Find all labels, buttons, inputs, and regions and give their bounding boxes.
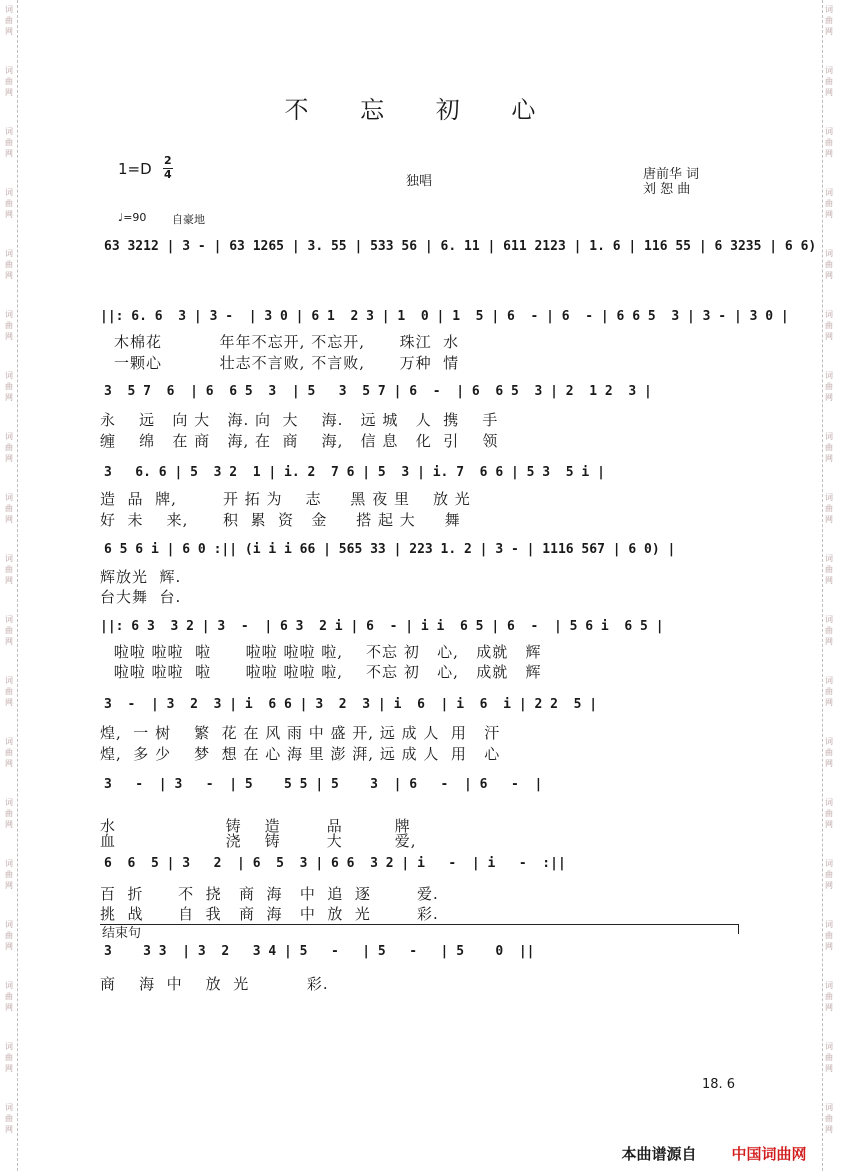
footer-site-link[interactable] [721, 1125, 806, 1164]
watermark-mark: 词 曲 网 [825, 676, 833, 707]
composer-credit: 刘 恕 曲 [643, 182, 691, 197]
lyric-line-3a: 永 远 向 大 海. 向 大 海. 远 城 人 携 手 [100, 411, 499, 429]
watermark-mark: 词 曲 网 [825, 127, 833, 158]
watermark-mark: 词 曲 网 [825, 737, 833, 768]
lyric-line-8b: 血 浇 铸 大 爱, [100, 832, 417, 850]
lyric-line-8a: 水 铸 造 品 牌 [100, 817, 411, 835]
watermark-mark: 词 曲 网 [825, 1042, 833, 1073]
watermark-mark: 词 曲 网 [825, 5, 833, 36]
lyric-line-7a: 煌, 一 树 繁 花 在 风 雨 中 盛 开, 远 成 人 用 汗 [100, 724, 501, 742]
watermark-mark: 词 曲 网 [5, 981, 13, 1012]
watermark-mark: 词 曲 网 [5, 188, 13, 219]
lyric-line-6b: 啦啦 啦啦 啦 啦啦 啦啦 啦, 不忘 初 心, 成就 辉 [108, 663, 542, 681]
watermark-mark: 词 曲 网 [825, 249, 833, 280]
score-line-10: 3 3 3 | 3 2 3 4 | 5 - | 5 - | 5 0 || [104, 944, 535, 959]
watermark-mark: 词 曲 网 [5, 615, 13, 646]
watermark-mark: 词 曲 网 [5, 432, 13, 463]
watermark-mark: 词 曲 网 [5, 127, 13, 158]
watermark-mark: 词 曲 网 [825, 920, 833, 951]
watermark-mark: 词 曲 网 [825, 859, 833, 890]
tempo-mark: ♩=90 [118, 211, 147, 224]
watermark-mark: 词 曲 网 [5, 676, 13, 707]
score-line-3: 3 5 7 6 | 6 6 5 3 | 5 3 5 7 | 6 - | 6 6 5 3 | 2 1 2 3 | [104, 384, 652, 399]
watermark-mark: 词 曲 网 [5, 859, 13, 890]
watermark-mark: 词 曲 网 [5, 5, 13, 36]
watermark-mark: 词 曲 网 [825, 432, 833, 463]
lyric-line-10a: 商 海 中 放 光 彩. [100, 975, 329, 993]
footer-source [611, 1125, 696, 1164]
lyric-line-2a: 木棉花 年年不忘开, 不忘开, 珠江 水 [114, 333, 460, 351]
lyric-line-9a: 百 折 不 挠 商 海 中 追 逐 爱. [100, 885, 439, 903]
footer-site-text: 中国词曲网 [731, 1145, 807, 1163]
lyric-line-4a: 造 品 牌, 开 拓 为 志 黑 夜 里 放 光 [100, 490, 471, 508]
watermark-mark: 词 曲 网 [5, 249, 13, 280]
watermark-mark: 词 曲 网 [5, 310, 13, 341]
watermark-mark: 词 曲 网 [5, 1103, 13, 1134]
time-signature-bottom: 4 [164, 168, 172, 181]
score-line-9: 6 6 5 | 3 2 | 6 5 3 | 6 6 3 2 | i - | i - :|| [104, 856, 566, 871]
score-line-1: 63 3212 | 3 - | 63 1265 | 3. 55 | 533 56 | 6. 11 | 611 2123 | 1. 6 | 116 55 | 6 3235 | 6 6) [104, 239, 817, 254]
left-watermark-strip [3, 0, 18, 1171]
watermark-mark: 词 曲 网 [825, 310, 833, 341]
lyric-line-5b: 台大舞 台. [100, 588, 182, 606]
performance-style: 独唱 [406, 174, 433, 189]
key-signature: 1=D [118, 160, 152, 178]
watermark-mark: 词 曲 网 [825, 615, 833, 646]
watermark-mark: 词 曲 网 [825, 798, 833, 829]
lyric-line-4b: 好 未 来, 积 累 资 金 搭 起 大 舞 [100, 511, 461, 529]
watermark-mark: 词 曲 网 [825, 493, 833, 524]
ending-bracket-line [100, 924, 738, 925]
lyric-line-9b: 挑 战 自 我 商 海 中 放 光 彩. [100, 905, 439, 923]
lyricist-credit: 唐前华 词 [643, 167, 700, 182]
lyric-line-3b: 缠 绵 在 商 海, 在 商 海, 信 息 化 引 领 [100, 432, 499, 450]
right-watermark-strip [822, 0, 837, 1171]
lyric-line-7b: 煌, 多 少 梦 想 在 心 海 里 澎 湃, 远 成 人 用 心 [100, 745, 501, 763]
score-line-8: 3 - | 3 - | 5 5 5 | 5 3 | 6 - | 6 - | [104, 777, 543, 792]
watermark-mark: 词 曲 网 [825, 66, 833, 97]
watermark-mark: 词 曲 网 [5, 1042, 13, 1073]
date-mark: 18. 6 [702, 1077, 736, 1092]
score-line-4: 3 6. 6 | 5 3 2 1 | i. 2 7 6 | 5 3 | i. 7 6 6 | 5 3 5 i | [104, 465, 605, 480]
watermark-mark: 词 曲 网 [825, 188, 833, 219]
watermark-mark: 词 曲 网 [5, 371, 13, 402]
watermark-mark: 词 曲 网 [825, 1103, 833, 1134]
score-line-2: ||: 6. 6 3 | 3 - | 3 0 | 6 1 2 3 | 1 0 | 1 5 | 6 - | 6 - | 6 6 5 3 | 3 - | 3 0 | [100, 309, 789, 324]
watermark-mark: 词 曲 网 [5, 66, 13, 97]
ending-bracket-tick [738, 924, 739, 934]
lyric-line-5a: 辉放光 辉. [100, 568, 182, 586]
watermark-mark: 词 曲 网 [5, 920, 13, 951]
time-signature-top: 2 [164, 154, 172, 167]
lyric-line-2b: 一颗心 壮志不言败, 不言败, 万种 情 [114, 354, 460, 372]
watermark-mark: 词 曲 网 [825, 371, 833, 402]
score-line-6: ||: 6 3 3 2 | 3 - | 6 3 2 i | 6 - | i i 6 5 | 6 - | 5 6 i 6 5 | [100, 619, 664, 634]
ending-label: 结束句 [102, 926, 142, 941]
watermark-mark: 词 曲 网 [825, 554, 833, 585]
watermark-mark: 词 曲 网 [5, 798, 13, 829]
lyric-line-6a: 啦啦 啦啦 啦 啦啦 啦啦 啦, 不忘 初 心, 成就 辉 [108, 643, 542, 661]
watermark-mark: 词 曲 网 [5, 554, 13, 585]
score-line-5: 6 5 6 i | 6 0 :|| (i i i 66 | 565 33 | 223 1. 2 | 3 - | 1116 567 | 6 0) | [104, 542, 676, 557]
expression-mark: 自豪地 [172, 213, 205, 226]
footer-source-text: 本曲谱源自 [621, 1145, 697, 1163]
page-title: 不 忘 初 心 [284, 96, 558, 124]
watermark-mark: 词 曲 网 [5, 737, 13, 768]
score-line-7: 3 - | 3 2 3 | i 6 6 | 3 2 3 | i 6 | i 6 i | 2 2 5 | [104, 697, 598, 712]
watermark-mark: 词 曲 网 [5, 493, 13, 524]
watermark-mark: 词 曲 网 [825, 981, 833, 1012]
